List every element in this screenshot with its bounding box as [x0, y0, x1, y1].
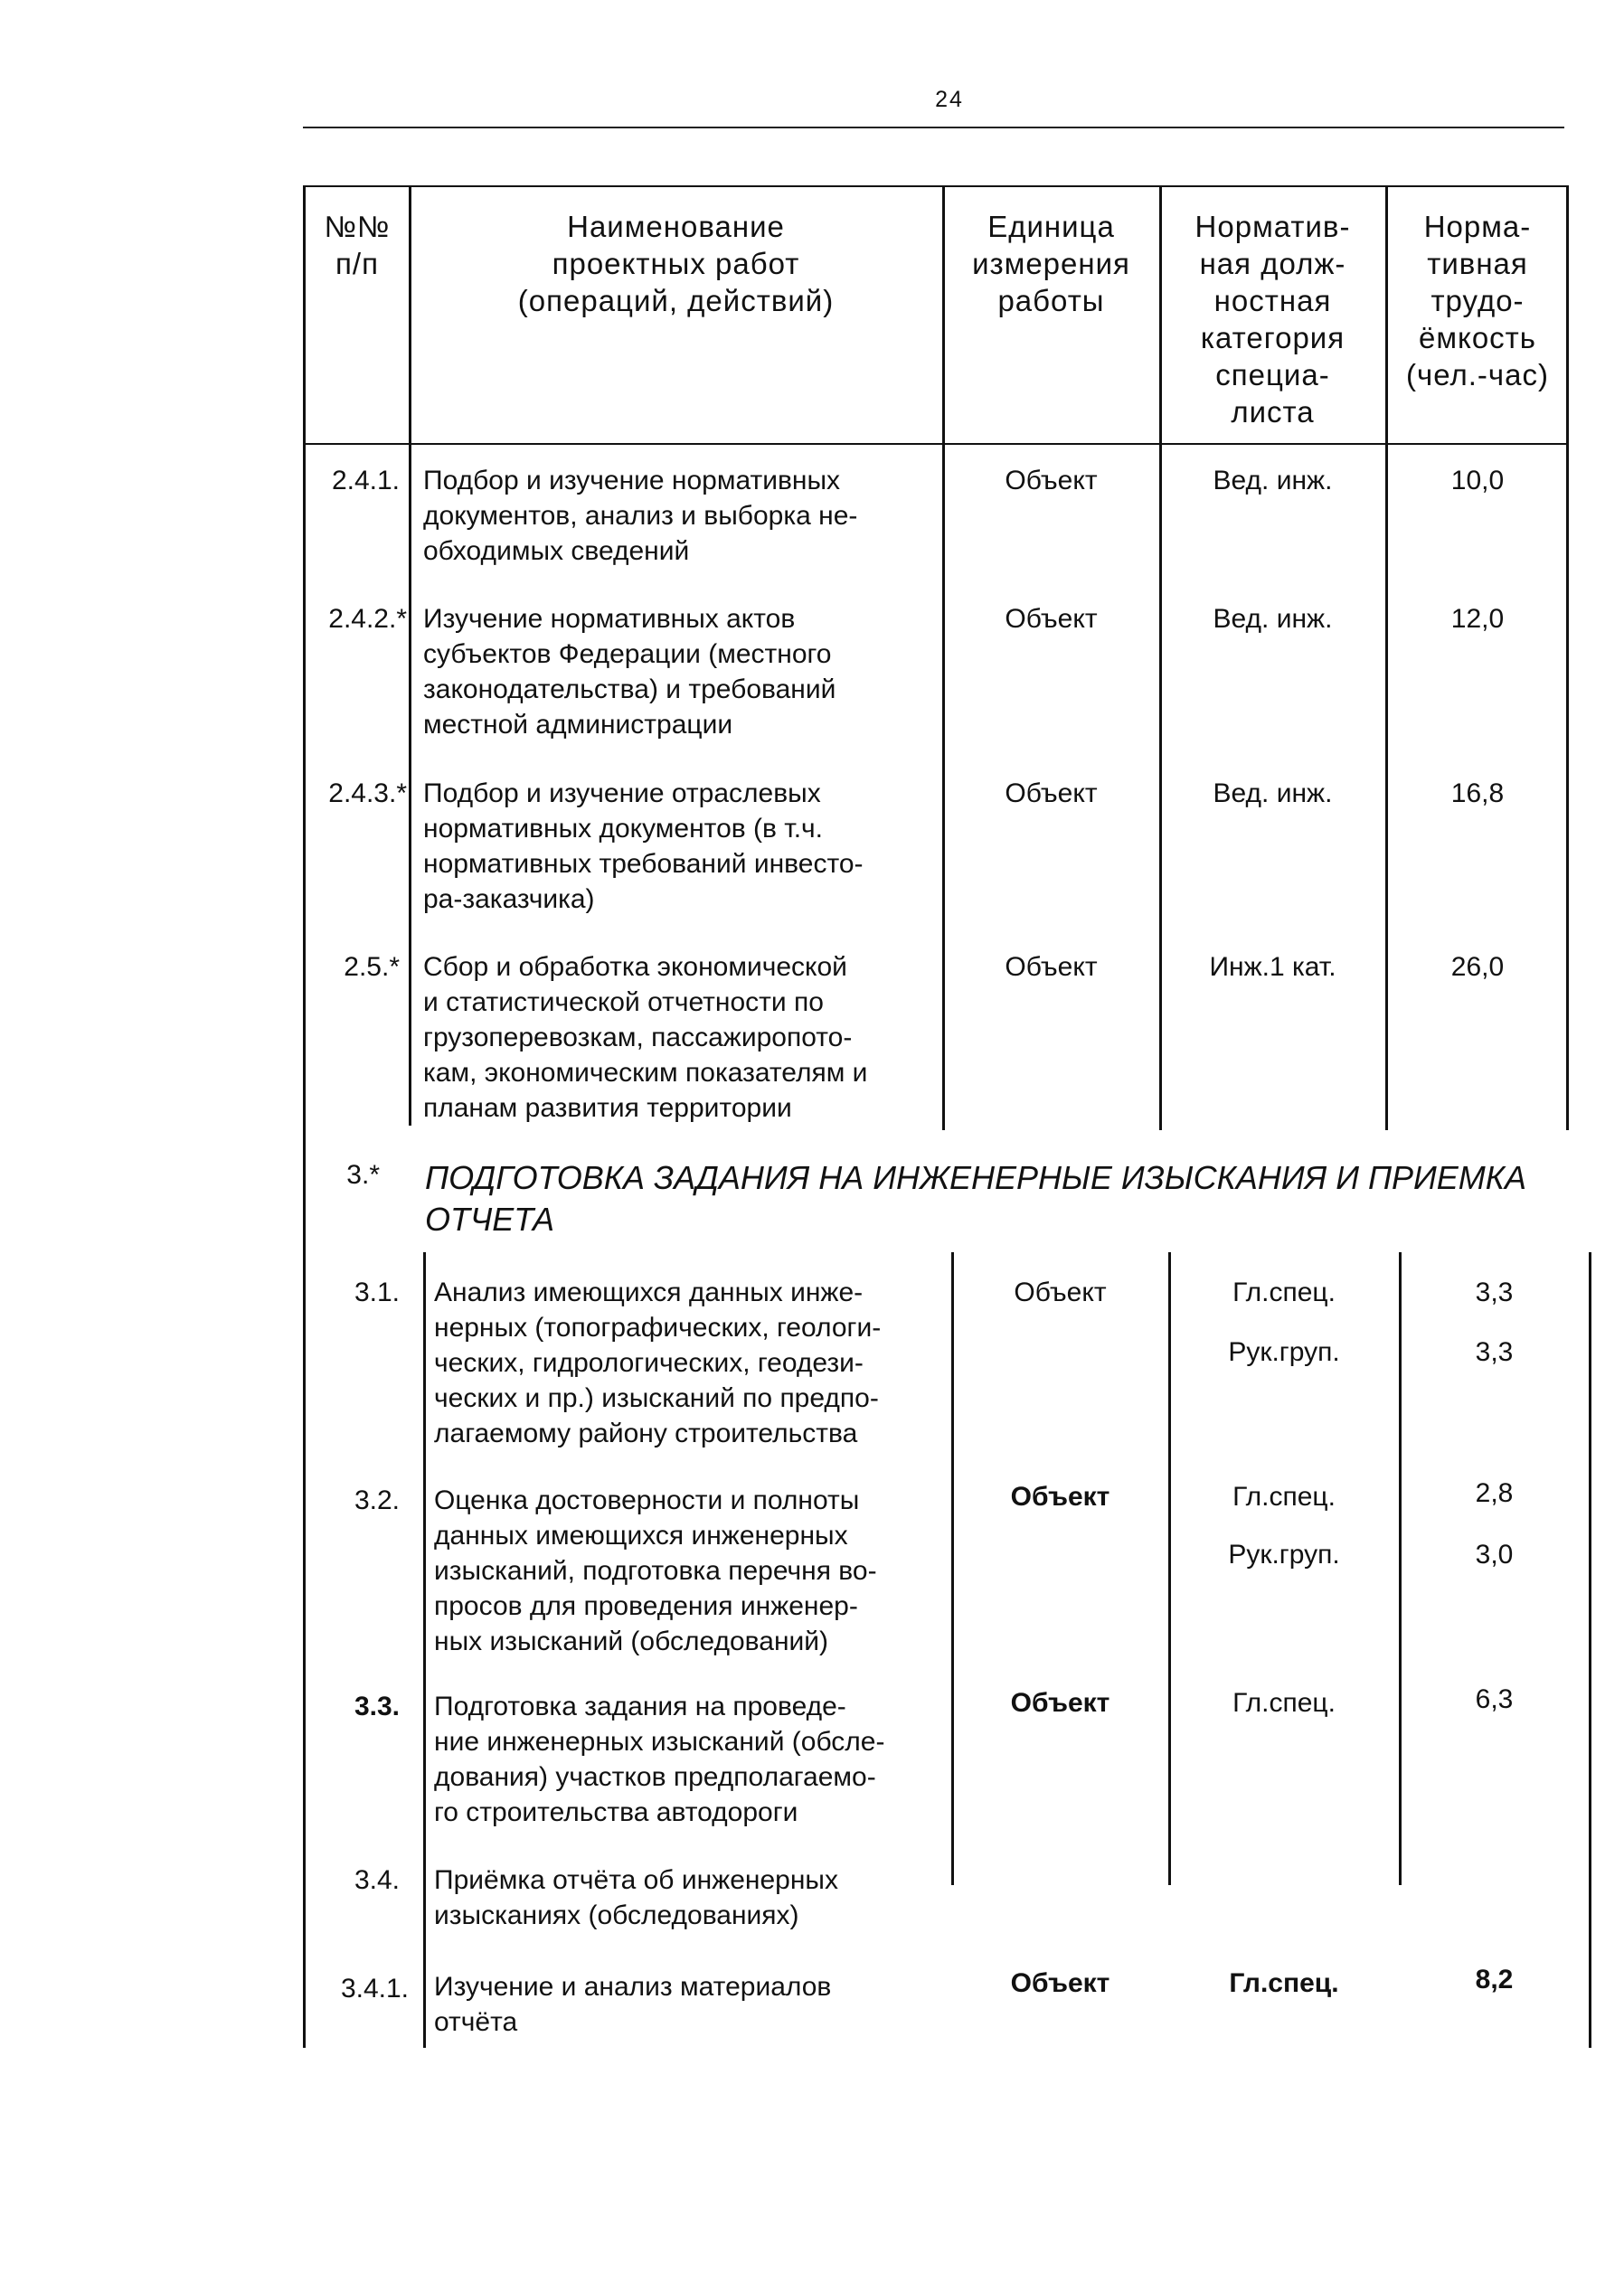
row-unit: Объект [1010, 1968, 1110, 1998]
row-labor-2: 3,0 [1475, 1540, 1514, 1570]
header-unit: Единица измерения работы [972, 210, 1130, 317]
row-labor: 3,3 [1475, 1278, 1514, 1307]
row-category-2: Рук.груп. [1228, 1337, 1340, 1367]
row-category: Гл.спец. [1232, 1482, 1336, 1512]
table-border-right-b [1589, 1252, 1591, 2048]
row-name: Подбор и изучение нормативных документов, анализ и выборка не- обходимых сведений [423, 466, 858, 566]
row-name: Анализ имеющихся данных инже- нерных (топографических, геологи- ческих, гидрологических, геодези- ческих и пр.) изысканий по предпо- лагаемому району строительства [434, 1278, 882, 1448]
row-name: Изучение и анализ материалов отчёта [434, 1972, 832, 2037]
row-labor: 8,2 [1475, 1965, 1514, 1994]
row-unit: Объект [1005, 466, 1098, 495]
row-num: 2.4.2.* [328, 604, 407, 634]
section-title: ПОДГОТОВКА ЗАДАНИЯ НА ИНЖЕНЕРНЫЕ ИЗЫСКАНИЯ И ПРИЕМКА ОТЧЕТА [425, 1159, 1527, 1238]
table-border-left [303, 185, 306, 2048]
row-name: Сбор и обработка экономической и статистической отчетности по грузоперевозкам, пассажиропото- кам, экономическим показателям и планам развития территории [423, 952, 868, 1123]
page-number: 24 [935, 87, 964, 112]
row-num: 3.2. [354, 1485, 400, 1515]
row-labor: 16,8 [1450, 778, 1505, 808]
section-num: 3.* [346, 1160, 380, 1190]
row-name: Изучение нормативных актов субъектов Федерации (местного законодательства) и требований местной администрации [423, 604, 836, 740]
row-num: 3.4. [354, 1865, 400, 1895]
col-divider-1 [409, 185, 411, 1126]
row-category: Вед. инж. [1213, 466, 1333, 495]
row-unit: Объект [1010, 1482, 1110, 1512]
header-name: Наименование проектных работ (операций, действий) [517, 210, 835, 317]
row-num: 2.5.* [344, 952, 400, 982]
row-labor: 10,0 [1450, 466, 1505, 495]
row-num: 3.3. [354, 1692, 400, 1721]
row-category: Вед. инж. [1213, 778, 1333, 808]
row-category: Гл.спец. [1232, 1278, 1336, 1307]
row-category-2: Рук.груп. [1228, 1540, 1340, 1570]
header-num: №№ п/п [324, 210, 391, 280]
header-bottom-rule [303, 443, 1569, 445]
row-category: Вед. инж. [1213, 604, 1333, 634]
row-unit: Объект [1014, 1278, 1107, 1307]
table-border-top [303, 185, 1569, 187]
row-category: Инж.1 кат. [1209, 952, 1336, 982]
col-divider-2 [942, 185, 945, 1130]
top-rule [303, 127, 1564, 128]
col-divider-1b [423, 1252, 426, 2048]
row-unit: Объект [1010, 1688, 1110, 1718]
row-unit: Объект [1005, 778, 1098, 808]
row-unit: Объект [1005, 604, 1098, 634]
row-num: 3.4.1. [340, 1974, 409, 2004]
header-labor: Норма- тивная трудо- ёмкость (чел.-час) [1406, 210, 1549, 391]
row-num: 3.1. [354, 1278, 400, 1307]
row-category: Гл.спец. [1229, 1968, 1339, 1998]
row-name: Приёмка отчёта об инженерных изысканиях (обследованиях) [434, 1865, 838, 1930]
row-name: Подбор и изучение отраслевых нормативных документов (в т.ч. нормативных требований инвесто- ра-заказчика) [423, 778, 864, 914]
row-name: Оценка достоверности и полноты данных имеющихся инженерных изысканий, подготовка перечня во- просов для проведения инженер- ных изысканий (обследований) [434, 1485, 877, 1656]
header-category: Норматив- ная долж- ностная категория специа- листа [1194, 210, 1351, 429]
row-name: Подготовка задания на проведе- ние инженерных изысканий (обсле- дования) участков предполагаемо- го строительства автодороги [434, 1692, 885, 1827]
row-num: 2.4.3.* [328, 778, 407, 808]
row-category: Гл.спец. [1232, 1688, 1336, 1718]
row-labor: 2,8 [1475, 1478, 1514, 1508]
row-labor: 26,0 [1450, 952, 1505, 982]
row-num: 2.4.1. [331, 466, 400, 495]
row-labor: 6,3 [1475, 1684, 1514, 1714]
row-unit: Объект [1005, 952, 1098, 982]
row-labor: 12,0 [1450, 604, 1505, 634]
row-labor-2: 3,3 [1475, 1337, 1514, 1367]
col-divider-2b [951, 1252, 954, 1885]
